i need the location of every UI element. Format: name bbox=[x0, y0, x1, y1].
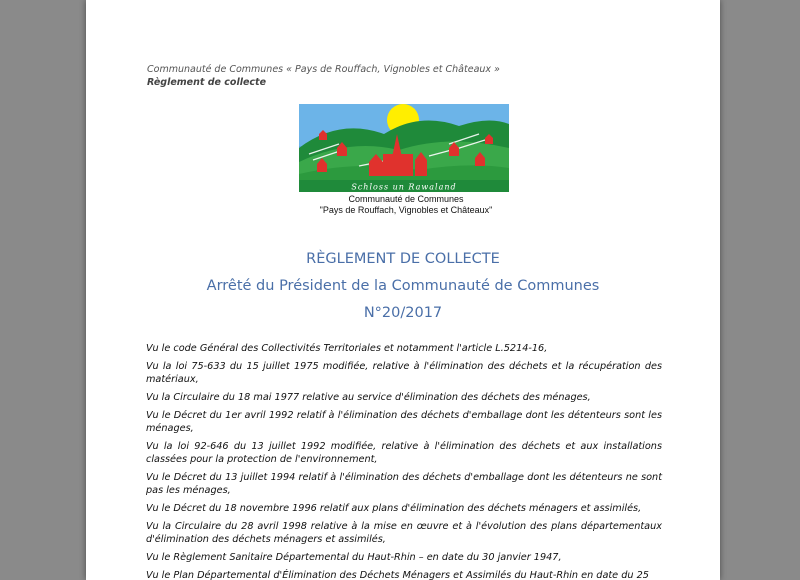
title-line2: Arrêté du Président de la Communauté de Communes bbox=[206, 278, 600, 294]
document-title bbox=[86, 246, 720, 327]
header-subtitle: Règlement de collecte bbox=[147, 77, 267, 88]
paragraph: Vu la loi 75-633 du 15 juillet 1975 modifiée, relative à l'élimination des déchets et la récupération des matériaux, bbox=[146, 361, 662, 385]
paragraph: Vu le Décret du 18 novembre 1996 relatif aux plans d'élimination des déchets ménagers et assimilés, bbox=[146, 503, 642, 514]
logo-caption bbox=[256, 194, 556, 216]
logo-caption-line2: "Pays de Rouffach, Vignobles et Châteaux" bbox=[319, 205, 493, 215]
paragraph: Vu le Plan Départemental d'Élimination des Déchets Ménagers et Assimilés du Haut-Rhin en date du 25 bbox=[146, 570, 649, 580]
document-page bbox=[86, 0, 720, 580]
community-logo bbox=[299, 104, 509, 192]
paragraph: Vu le Décret du 1er avril 1992 relatif à l'élimination des déchets d'emballage dont les détenteurs sont les ménages, bbox=[146, 410, 662, 434]
title-line3: N°20/2017 bbox=[363, 305, 443, 321]
title-line1: RÈGLEMENT DE COLLECTE bbox=[306, 251, 500, 267]
paragraph: Vu le Règlement Sanitaire Départemental du Haut-Rhin – en date du 30 janvier 1947, bbox=[146, 552, 562, 563]
document-body bbox=[146, 342, 662, 580]
logo-caption-line1: Communauté de Communes bbox=[348, 194, 464, 204]
paragraph: Vu la Circulaire du 28 avril 1998 relative à la mise en œuvre et à l'évolution des plans départementaux d'élimination des déchets ménagers et assimilés, bbox=[146, 521, 662, 545]
paragraph: Vu le code Général des Collectivités Territoriales et notamment l'article L.5214-16, bbox=[146, 343, 548, 354]
header-organization: Communauté de Communes « Pays de Rouffach, Vignobles et Châteaux » bbox=[147, 64, 500, 75]
document-header bbox=[147, 63, 500, 89]
paragraph: Vu le Décret du 13 juillet 1994 relatif à l'élimination des déchets d'emballage dont les détenteurs ne sont pas les ménages, bbox=[146, 472, 662, 496]
paragraph: Vu la loi 92-646 du 13 juillet 1992 modifiée, relative à l'élimination des déchets et aux installations classées pour la protection de l'environnement, bbox=[146, 441, 662, 465]
logo-motto: Schloss un Rawaland bbox=[351, 182, 457, 192]
paragraph: Vu la Circulaire du 18 mai 1977 relative au service d'élimination des déchets des ménages, bbox=[146, 392, 591, 403]
